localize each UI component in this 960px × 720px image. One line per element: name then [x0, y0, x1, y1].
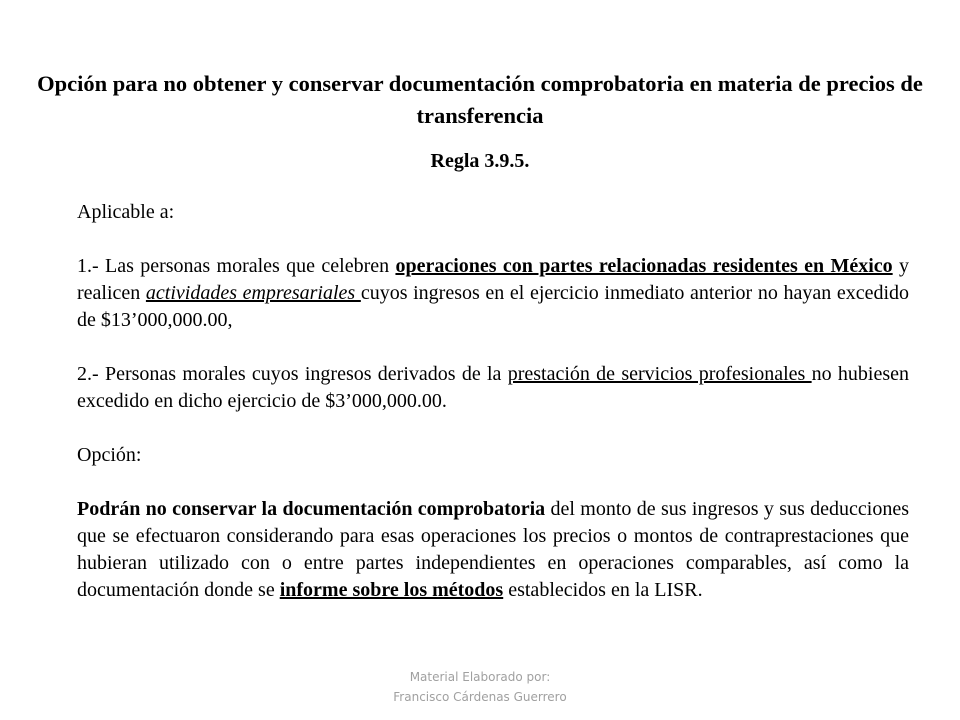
rule-heading: Regla 3.9.5. [430, 150, 530, 172]
option-paragraph [77, 496, 909, 604]
item-2-professional-services: prestación de servicios profesionales [507, 363, 812, 385]
item-2 [77, 361, 909, 415]
item-1-related-parties: operaciones con partes relacionadas residentes en México [395, 255, 893, 277]
option-methods-report: informe sobre los métodos [279, 579, 504, 601]
footer-line-2: Francisco Cárdenas Guerrero [393, 690, 567, 704]
item-2-suffix: no hubiesen excedido en dicho ejercicio de $3’000,000.00. [77, 363, 909, 412]
item-1-suffix: cuyos ingresos en el ejercicio inmediato anterior no hayan excedido de $13’000,000.00, [77, 282, 910, 331]
item-2-prefix: 2.- Personas morales cuyos ingresos derivados de la [77, 363, 508, 385]
footer-credit [0, 667, 960, 707]
document-title: Opción para no obtener y conservar documentación comprobatoria en materia de precios de transferencia [37, 71, 923, 128]
item-1-prefix: 1.- Las personas morales que celebren [77, 255, 396, 277]
applicable-label: Aplicable a: [77, 201, 175, 223]
option-bold-start: Podrán no conservar la documentación comprobatoria [77, 498, 546, 520]
item-1-mid: y realicen [77, 255, 909, 304]
option-label: Opción: [77, 444, 142, 466]
item-1-business-activities: actividades empresariales [145, 282, 361, 304]
footer-line-1: Material Elaborado por: [409, 670, 551, 684]
option-end: establecidos en la LISR. [503, 579, 703, 601]
document-body [77, 199, 909, 604]
option-text: del monto de sus ingresos y sus deducciones que se efectuaron considerando para esas operaciones los precios o montos de contraprestaciones que hubieran utilizado con o entre partes independientes en operaciones comparables, así como la documentación donde se [77, 498, 909, 601]
item-1 [77, 253, 909, 334]
